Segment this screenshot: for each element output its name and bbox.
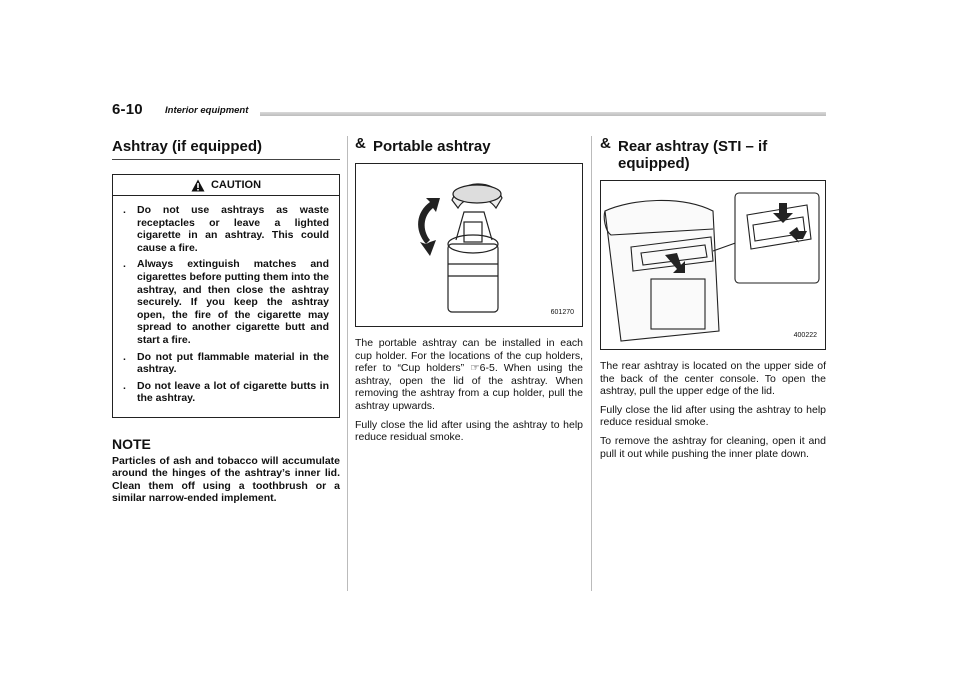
caution-label: CAUTION <box>210 178 262 191</box>
column-portable-ashtray <box>355 135 583 450</box>
portable-heading: Portable ashtray <box>373 138 491 155</box>
caution-item: . Do not leave a lot of cigarette butts in the ashtray. <box>123 379 329 405</box>
figure-code: 400222 <box>793 332 817 340</box>
paragraph: Fully close the lid after using the ashtray to help reduce residual smoke. <box>600 403 826 429</box>
caution-box <box>112 174 340 418</box>
section-mark: & <box>355 135 366 152</box>
portable-ashtray-figure <box>355 163 583 327</box>
section-mark: & <box>600 135 611 152</box>
column-divider <box>591 136 592 591</box>
heading-wrap <box>112 138 340 160</box>
section-title: Interior equipment <box>165 105 249 116</box>
column-ashtray <box>112 138 340 505</box>
caution-item: . Always extinguish matches and cigarettes before putting them into the ashtray, and then close the ashtray securely. If you keep the ashtray open, the fire of the cigarette may spread to another cigarette butt and start a fire. <box>123 258 329 346</box>
note-body: Particles of ash and tobacco will accumulate around the hinges of the ashtray’s inner lid. Clean them off using a toothbrush or a similar narrow-ended implement. <box>112 454 340 505</box>
rear-ashtray-figure <box>600 180 826 350</box>
caution-item: . Do not use ashtrays as waste receptacles or leave a lighted cigarette in an ashtray. This could cause a fire. <box>123 204 329 254</box>
warning-triangle-icon <box>191 179 205 192</box>
caution-header <box>113 175 339 196</box>
note-title: NOTE <box>112 435 151 452</box>
portable-ashtray-illustration-icon <box>356 164 582 326</box>
portable-heading-row <box>355 135 583 155</box>
ashtray-heading: Ashtray (if equipped) <box>112 138 263 155</box>
figure-code: 601270 <box>550 309 574 317</box>
paragraph: The rear ashtray is located on the upper side of the back of the center console. To open the ashtray, pull the upper edge of the lid. <box>600 360 826 398</box>
page-number: 6-10 <box>112 101 143 118</box>
caution-list <box>123 204 329 405</box>
column-rear-ashtray <box>600 135 826 466</box>
rear-heading-row <box>600 135 826 172</box>
caution-item: . Do not put flammable material in the ashtray. <box>123 350 329 376</box>
paragraph: Fully close the lid after using the ashtray to help reduce residual smoke. <box>355 418 583 444</box>
header-rule <box>260 112 826 116</box>
paragraph: To remove the ashtray for cleaning, open it and pull it out while pushing the inner plate down. <box>600 434 826 460</box>
paragraph: The portable ashtray can be installed in each cup holder. For the locations of the cup holders, refer to “Cup holders” ☞6-5. When using the ashtray, open the lid of the ashtray. When removing the ashtray from a cup holder, pull the ashtray upwards. <box>355 337 583 412</box>
rear-ashtray-illustration-icon <box>601 181 825 349</box>
column-divider <box>347 136 348 591</box>
rear-heading: Rear ashtray (STI – if equipped) <box>618 138 768 172</box>
